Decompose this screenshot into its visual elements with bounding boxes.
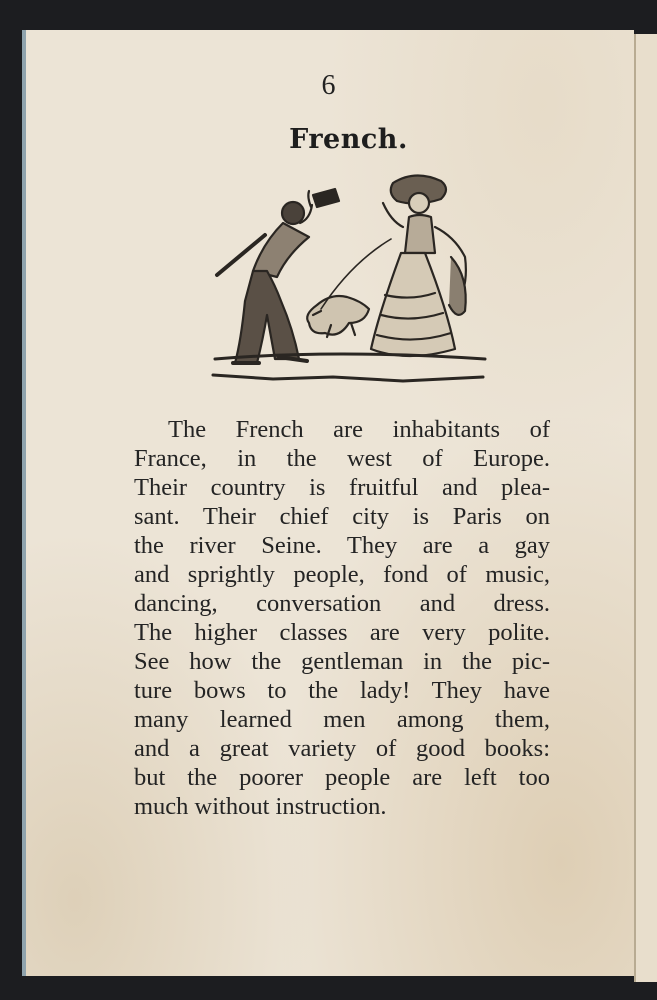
paragraph-line: France, in the west of Europe. [134,445,550,472]
paragraph-line: the river Seine. They are a gay [134,532,550,559]
paragraph-line: The French are inhabitants of [168,416,550,443]
woodcut-illustration [205,165,495,395]
page-number: 6 [321,70,336,101]
paragraph-line: Their country is fruitful and plea- [134,474,550,501]
paragraph-line: and sprightly people, fond of music, [134,561,550,588]
paragraph-line: ture bows to the lady! They have [134,677,550,704]
paragraph-line: The higher classes are very polite. [134,619,550,646]
paragraph-line: many learned men among them, [134,706,550,733]
paragraph-line: dancing, conversation and dress. [134,590,550,617]
paragraph-line: but the poorer people are left too [134,764,550,791]
next-page-edge [634,34,657,982]
paragraph-line: much without instruction. [134,793,387,820]
paragraph-line: sant. Their chief city is Paris on [134,503,550,530]
paragraph-line: See how the gentleman in the pic- [134,648,550,675]
body-paragraph [134,415,550,821]
paragraph-line: and a great variety of good books: [134,735,550,762]
section-heading: French. [289,124,408,155]
